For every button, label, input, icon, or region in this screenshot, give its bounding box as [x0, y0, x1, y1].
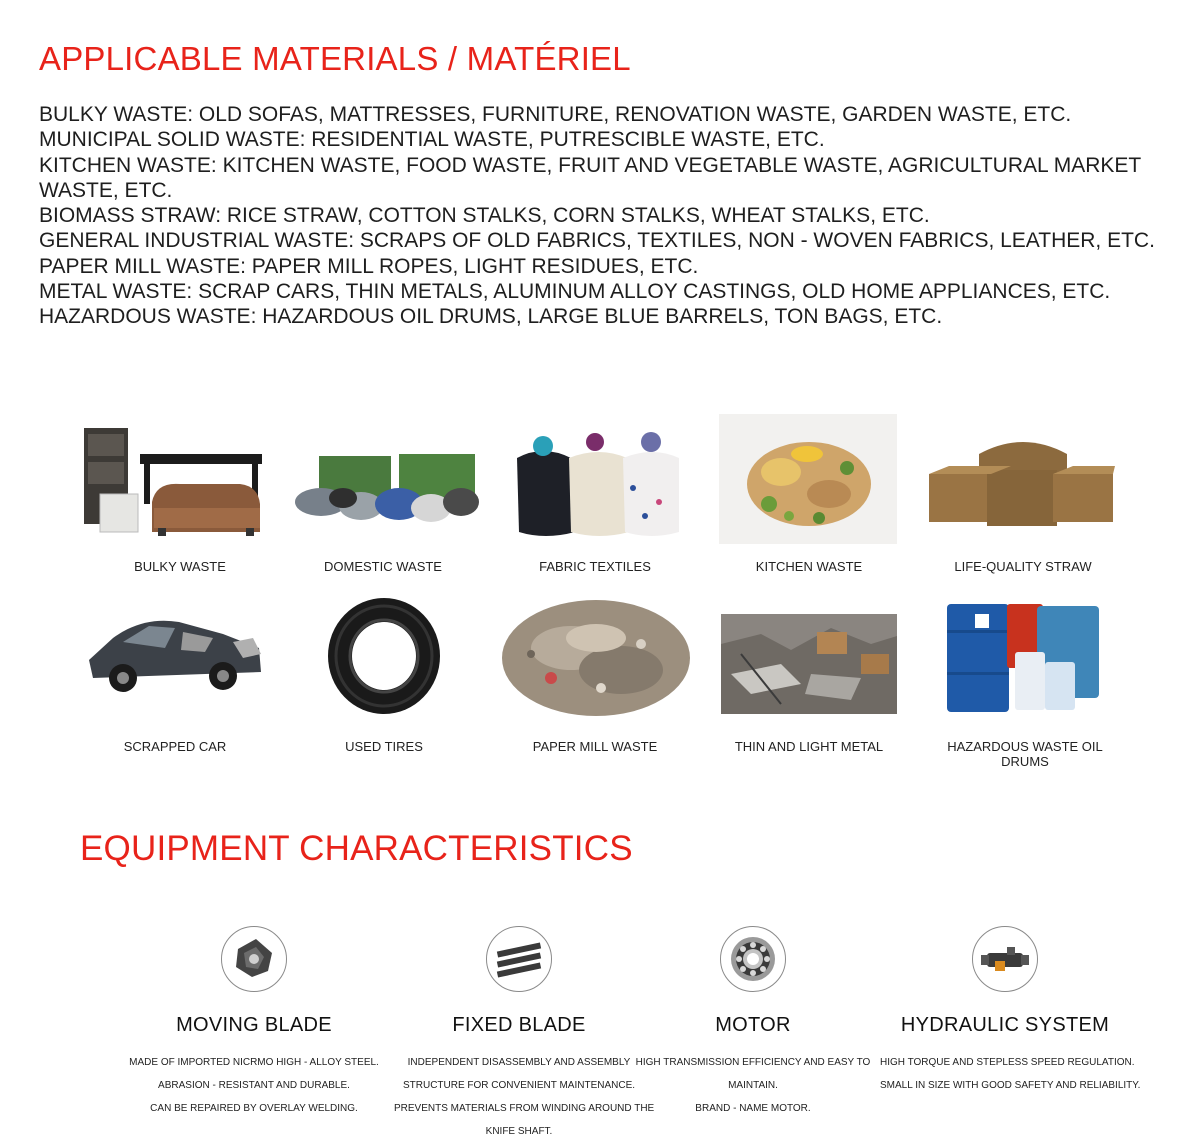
material-line-metal: METAL WASTE: SCRAP CARS, THIN METALS, ALUMINUM ALLOY CASTINGS, OLD HOME APPLIANCES, ETC. — [39, 280, 1111, 304]
gallery-caption: SCRAPPED CAR — [123, 739, 227, 754]
feature-description — [394, 1051, 655, 1143]
fabric-bags-image — [513, 428, 683, 540]
feature-title: MOVING BLADE — [176, 1014, 332, 1036]
hydraulic-motor-icon — [972, 926, 1038, 992]
feature-desc-line: KNIFE SHAFT. — [485, 1126, 553, 1137]
furniture-sofa-image — [80, 424, 266, 544]
scrap-metal-image — [721, 614, 897, 714]
feature-description — [880, 1051, 1141, 1097]
oil-drums-image — [945, 600, 1105, 718]
fixed-blade-icon — [486, 926, 552, 992]
feature-desc-line: HIGH TORQUE AND STEPLESS SPEED REGULATION. — [880, 1057, 1135, 1068]
material-line-hazardous: HAZARDOUS WASTE: HAZARDOUS OIL DRUMS, LARGE BLUE BARRELS, TON BAGS, ETC. — [39, 305, 943, 329]
feature-desc-line: MADE OF IMPORTED NICRMO HIGH - ALLOY STEEL. — [129, 1057, 379, 1068]
gallery-caption: HAZARDOUS WASTE OIL DRUMS — [947, 739, 1103, 769]
straw-bales-image — [929, 434, 1115, 530]
paper-pile-image — [501, 598, 691, 718]
material-line-biomass: BIOMASS STRAW: RICE STRAW, COTTON STALKS, CORN STALKS, WHEAT STALKS, ETC. — [39, 204, 930, 228]
bearing-icon — [720, 926, 786, 992]
feature-desc-line: PREVENTS MATERIALS FROM WINDING AROUND THE — [394, 1103, 655, 1114]
feature-desc-line: BRAND - NAME MOTOR. — [695, 1103, 811, 1114]
materials-list — [39, 102, 1164, 330]
material-line-paper: PAPER MILL WASTE: PAPER MILL ROPES, LIGHT RESIDUES, ETC. — [39, 254, 699, 278]
wrecked-car-image — [83, 608, 265, 700]
material-line-bulky: BULKY WASTE: OLD SOFAS, MATTRESSES, FURNITURE, RENOVATION WASTE, GARDEN WASTE, ETC. — [39, 103, 1072, 126]
food-scraps-image — [719, 414, 897, 544]
feature-description — [628, 1051, 878, 1120]
feature-desc-line: SMALL IN SIZE WITH GOOD SAFETY AND RELIABILITY. — [880, 1080, 1141, 1091]
gallery-caption: FABRIC TEXTILES — [539, 559, 651, 574]
gallery-caption: PAPER MILL WASTE — [532, 739, 658, 754]
material-line-industrial: GENERAL INDUSTRIAL WASTE: SCRAPS OF OLD FABRICS, TEXTILES, NON - WOVEN FABRICS, LEATHER, ETC. — [39, 229, 1155, 253]
material-line-kitchen: KITCHEN WASTE: KITCHEN WASTE, FOOD WASTE, FRUIT AND VEGETABLE WASTE, AGRICULTURAL MARKET WASTE, ETC. — [39, 153, 1141, 202]
feature-title: HYDRAULIC SYSTEM — [900, 1014, 1110, 1036]
feature-desc-line: INDEPENDENT DISASSEMBLY AND ASSEMBLY — [407, 1057, 631, 1068]
moving-blade-icon — [221, 926, 287, 992]
feature-desc-line: ABRASION - RESISTANT AND DURABLE. — [158, 1080, 350, 1091]
gallery-caption: LIFE-QUALITY STRAW — [954, 559, 1092, 574]
applicable-materials-title: APPLICABLE MATERIALS / MATÉRIEL — [39, 40, 631, 77]
feature-motor — [628, 926, 878, 1120]
feature-title: FIXED BLADE — [452, 1014, 586, 1036]
feature-desc-line: MAINTAIN. — [728, 1080, 778, 1091]
gallery-caption: THIN AND LIGHT METAL — [734, 739, 884, 754]
equipment-characteristics-title: EQUIPMENT CHARACTERISTICS — [80, 829, 633, 868]
feature-desc-line: CAN BE REPAIRED BY OVERLAY WELDING. — [150, 1103, 358, 1114]
feature-desc-line: STRUCTURE FOR CONVENIENT MAINTENANCE. — [402, 1080, 636, 1091]
dumpster-trash-image — [291, 450, 481, 526]
feature-hydraulic-system — [880, 926, 1141, 1097]
feature-description — [129, 1051, 379, 1120]
gallery-caption: BULKY WASTE — [134, 559, 226, 574]
gallery-caption: DOMESTIC WASTE — [324, 559, 442, 574]
feature-fixed-blade — [394, 926, 655, 1143]
feature-title: MOTOR — [715, 1014, 791, 1036]
feature-moving-blade — [129, 926, 379, 1120]
tire-image — [324, 596, 444, 716]
gallery-caption: KITCHEN WASTE — [755, 559, 863, 574]
gallery-caption: USED TIRES — [345, 739, 423, 754]
feature-desc-line: HIGH TRANSMISSION EFFICIENCY AND EASY TO — [635, 1057, 871, 1068]
material-line-municipal: MUNICIPAL SOLID WASTE: RESIDENTIAL WASTE, PUTRESCIBLE WASTE, ETC. — [39, 128, 825, 152]
